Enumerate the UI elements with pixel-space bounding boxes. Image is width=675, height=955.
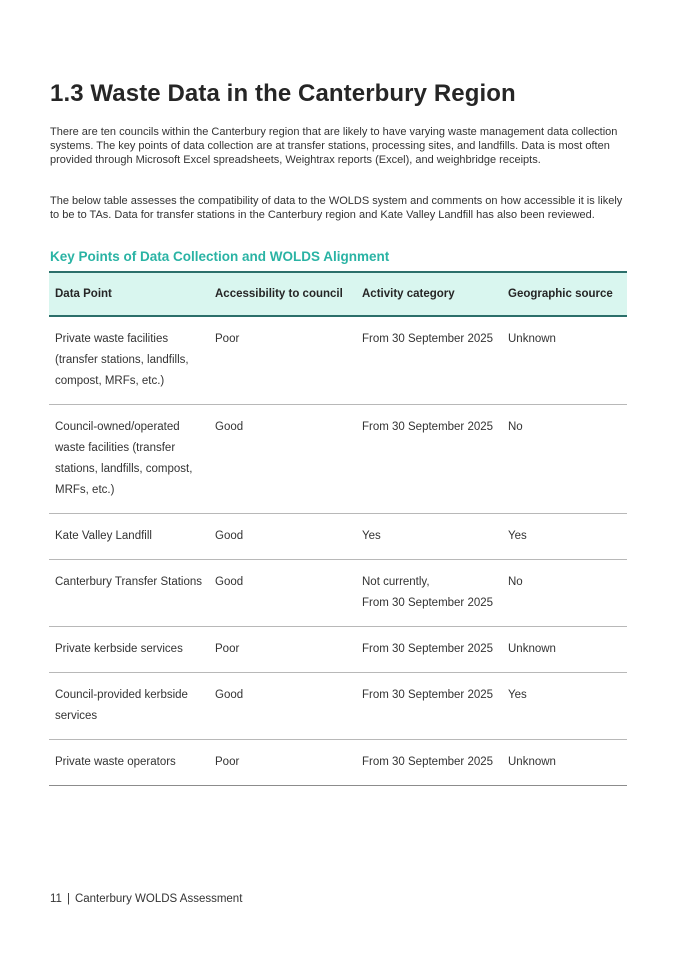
intro-paragraph: There are ten councils within the Canterbury region that are likely to have varying waste management data collection systems. The key points of data collection are at transfer stations, processing sites, and landfills. Data is most often provided through Microsoft Excel spreadsheets, Weightrax reports (Excel), and weighbridge receipts.: [50, 126, 618, 166]
table-cell: Poor: [209, 740, 356, 786]
column-header: Geographic source: [502, 272, 627, 316]
footer-document-title: Canterbury WOLDS Assessment: [74, 893, 243, 905]
table-cell: No: [502, 560, 627, 627]
table-row: [49, 627, 627, 673]
page-title: 1.3 Waste Data in the Canterbury Region: [50, 80, 516, 107]
table-cell: Private kerbside services: [49, 627, 209, 673]
table-cell: Private waste operators: [49, 740, 209, 786]
table-cell: Good: [209, 560, 356, 627]
table-row: [49, 405, 627, 514]
table-cell: Unknown: [502, 627, 627, 673]
table-description-paragraph: The below table assesses the compatibility of data to the WOLDS system and comments on how accessible it is likely to be to TAs. Data for transfer stations in the Canterbury region and Kate Valley Landfill has also been reviewed.: [50, 195, 623, 221]
table-cell: Good: [209, 673, 356, 740]
table-cell: Unknown: [502, 740, 627, 786]
table-row: [49, 740, 627, 786]
table-cell: Good: [209, 514, 356, 560]
table-heading: Key Points of Data Collection and WOLDS Alignment: [50, 249, 390, 264]
table-cell: From 30 September 2025: [356, 405, 502, 514]
table-cell: Council-provided kerbside services: [49, 673, 209, 740]
page-number: 11: [50, 893, 62, 905]
table-row: [49, 560, 627, 627]
table-cell: Yes: [502, 673, 627, 740]
data-collection-table: [49, 271, 627, 786]
table-row: [49, 316, 627, 405]
table-row: [49, 673, 627, 740]
table-cell: Unknown: [502, 316, 627, 405]
column-header: Activity category: [356, 272, 502, 316]
table-cell: Private waste facilities (transfer stations, landfills, compost, MRFs, etc.): [49, 316, 209, 405]
table-cell: Canterbury Transfer Stations: [49, 560, 209, 627]
table-cell: Good: [209, 405, 356, 514]
table-cell: Kate Valley Landfill: [49, 514, 209, 560]
table-cell: Not currently, From 30 September 2025: [356, 560, 502, 627]
table-cell: Yes: [356, 514, 502, 560]
table-cell: From 30 September 2025: [356, 673, 502, 740]
table-cell: Poor: [209, 627, 356, 673]
footer-separator: |: [66, 893, 70, 905]
table-header-row: [49, 272, 627, 316]
table-cell: No: [502, 405, 627, 514]
table-cell: Yes: [502, 514, 627, 560]
page-footer: [50, 893, 242, 905]
table-cell: From 30 September 2025: [356, 740, 502, 786]
table-cell: From 30 September 2025: [356, 627, 502, 673]
table-cell: Council-owned/operated waste facilities (transfer stations, landfills, compost, MRFs, etc.): [49, 405, 209, 514]
table-cell: From 30 September 2025: [356, 316, 502, 405]
column-header: Data Point: [49, 272, 209, 316]
table-cell: Poor: [209, 316, 356, 405]
table-row: [49, 514, 627, 560]
column-header: Accessibility to council: [209, 272, 356, 316]
